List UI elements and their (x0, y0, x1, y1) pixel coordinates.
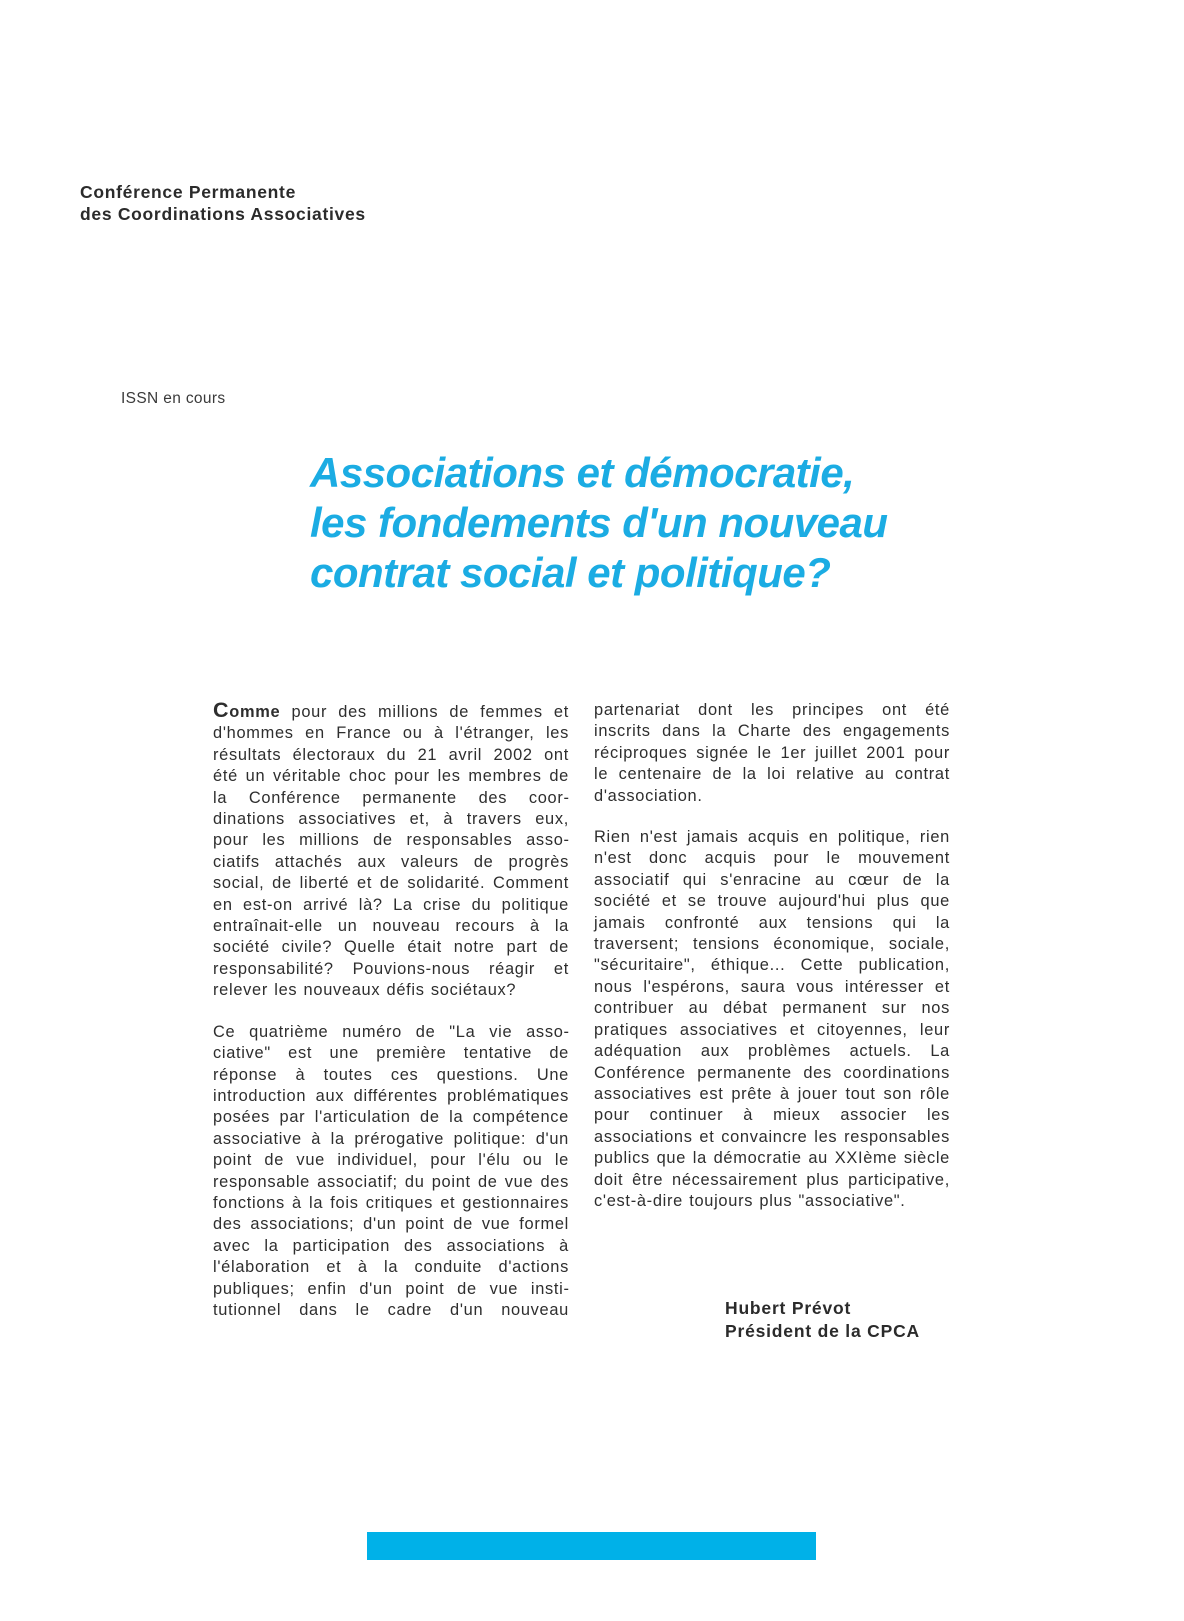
article-paragraph-1 (213, 700, 569, 1002)
masthead-line-2: des Coordinations Associatives (80, 204, 366, 224)
signature-block (725, 1297, 920, 1343)
signature-name: Hubert Prévot (725, 1298, 852, 1318)
masthead (80, 181, 366, 225)
lead-initial: C (213, 698, 230, 722)
issn-note: ISSN en cours (121, 390, 226, 407)
article-body (213, 700, 950, 1334)
masthead-line-1: Conférence Permanente (80, 182, 297, 202)
page-title (310, 448, 888, 598)
title-line-2: les fondements d'un nouveau (310, 499, 888, 546)
lead-word (213, 698, 281, 722)
bottom-accent-bar (367, 1532, 816, 1560)
signature-role: Président de la CPCA (725, 1321, 920, 1341)
title-line-3: contrat social et politique? (310, 549, 831, 596)
article-paragraph-2: Ce quatrième numéro de "La vie associative" est une première tentative de réponse à toutes ces questions. Une introduction aux différentes problématiques posées par l'articulation de la compétence associative à la prérogative politique: d'un point de vue individuel, pour l'élu ou le responsable associatif; du point de vue des fonctions à la fois critiques et gestionnaires des associations; d'un point de vue formel avec la participation des associations à l'élaboration et à la conduite d'actions publiques; enfin d'un point de vue institutionnel dans le cadre d'un nouveau partenariat dont les principes ont été inscrits dans la Charte des engagements réciproques signée le 1er juillet 2001 pour le centenaire de la loi relative au contrat d'association. (213, 701, 950, 1319)
article-paragraph-3: Rien n'est jamais acquis en politique, rien n'est donc acquis pour le mouvement associatif qui s'enracine au cœur de la société et se trouve aujourd'hui plus que jamais confronté aux tensions qui la traversent; tensions économique, sociale, "sécuritaire", éthique... Cette publication, nous l'espérons, saura vous intéresser et contribuer au débat permanent sur nos pratiques associatives et citoyennes, leur adéquation aux problèmes actuels. La Conférence permanente des coordinations associatives est prête à jouer tout son rôle pour continuer à mieux associer les associations et convaincre les responsables publics que la démocratie au XXIème siècle doit être nécessairement plus participative, c'est-à-dire toujours plus "associative". (594, 828, 950, 1210)
title-line-1: Associations et démocratie, (310, 449, 855, 496)
paragraph-1-text: pour des millions de femmes et d'hommes en France ou à l'étranger, les résultats électoraux du 21 avril 2002 ont été un véritable choc pour les membres de la Conférence permanente des coordinations associatives et, à travers eux, pour les millions de responsables associatifs attachés aux valeurs de progrès social, de liberté et de solidarité. Comment en est-on arrivé là? La crise du politique entraînait-elle un nouveau recours à la société civile? Quelle était notre part de responsabilité? Pouvions-nous réagir et relever les nouveaux défis sociétaux? (213, 703, 569, 1000)
lead-rest: omme (229, 703, 281, 721)
